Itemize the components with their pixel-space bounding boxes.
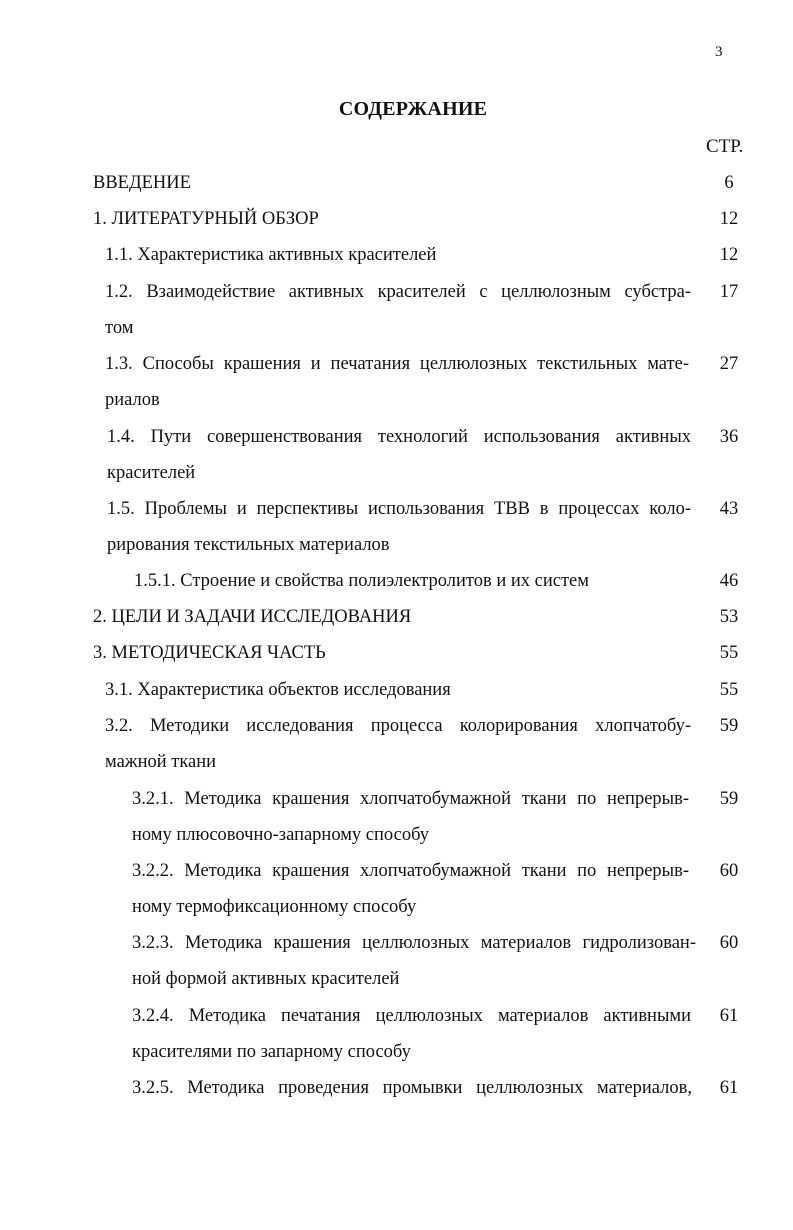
toc-entry-3-2-2[interactable] (132, 858, 793, 884)
toc-entry-text-cont: ному термофиксационному способу (132, 897, 417, 917)
toc-entry-1-5-1[interactable] (134, 568, 793, 594)
toc-entry-page: 60 (719, 861, 739, 881)
toc-entry-text: 2. ЦЕЛИ И ЗАДАЧИ ИССЛЕДОВАНИЯ (93, 607, 412, 627)
toc-entry-page: 43 (719, 499, 739, 519)
toc-entry-text: 1.2. Взаимодействие активных красителей с целлюлозным субстра- (105, 282, 691, 302)
toc-entry-text-cont: ному плюсовочно-запарному способу (132, 825, 430, 845)
toc-entry-page: 6 (724, 173, 734, 193)
page-number: 3 (715, 44, 723, 60)
toc-entry-3-2-5[interactable] (132, 1075, 793, 1101)
toc-entry-page: 27 (719, 354, 739, 374)
toc-entry-text: 3.2.5. Методика проведения промывки целлюлозных материалов, (132, 1078, 692, 1098)
toc-entry-text-cont: том (105, 318, 134, 338)
toc-entry-text-cont: мажной ткани (105, 752, 217, 772)
toc-entry-1-2[interactable] (105, 279, 793, 305)
toc-entry-page: 59 (719, 716, 739, 736)
toc-entry-text: 3.2.3. Методика крашения целлюлозных материалов гидролизован- (132, 933, 696, 953)
toc-entry-text: 1.5.1. Строение и свойства полиэлектролитов и их систем (134, 571, 589, 591)
toc-entry-text-cont: риалов (105, 390, 160, 410)
toc-entry-section-2[interactable] (93, 604, 793, 630)
toc-entry-text: 1.5. Проблемы и перспективы использования ТВВ в процессах коло- (107, 499, 691, 519)
toc-entry-section-3[interactable] (93, 640, 793, 666)
toc-entry-text: ВВЕДЕНИЕ (93, 173, 191, 193)
toc-entry-page: 61 (719, 1078, 739, 1098)
toc-entry-1-3[interactable] (105, 351, 793, 377)
toc-entry-text: 1. ЛИТЕРАТУРНЫЙ ОБЗОР (93, 209, 319, 229)
toc-entry-1-4[interactable] (107, 424, 793, 450)
toc-entry-3-2[interactable] (105, 713, 793, 739)
toc-entry-text: 3.2.4. Методика печатания целлюлозных материалов активными (132, 1006, 691, 1026)
toc-entry-intro[interactable] (93, 170, 793, 196)
toc-entry-page: 59 (719, 789, 739, 809)
toc-title: СОДЕРЖАНИЕ (338, 98, 488, 120)
toc-entry-text-cont: рирования текстильных материалов (107, 535, 390, 555)
toc-entry-section-1[interactable] (93, 206, 793, 232)
toc-entry-text: 1.1. Характеристика активных красителей (105, 245, 437, 265)
toc-entry-text: 3.1. Характеристика объектов исследования (105, 680, 451, 700)
toc-entry-text-cont: ной формой активных красителей (132, 969, 400, 989)
toc-entry-page: 53 (719, 607, 739, 627)
page-column-header: СТР. (706, 136, 744, 157)
toc-entry-page: 12 (719, 245, 739, 265)
toc-entry-text: 1.3. Способы крашения и печатания целлюлозных текстильных мате- (105, 354, 689, 374)
toc-entry-text: 3.2.2. Методика крашения хлопчатобумажной ткани по непрерыв- (132, 861, 689, 881)
toc-entry-3-2-3[interactable] (132, 930, 793, 956)
toc-entry-1-1[interactable] (105, 242, 793, 268)
toc-entry-1-5[interactable] (107, 496, 793, 522)
toc-entry-3-2-4[interactable] (132, 1003, 793, 1029)
toc-entry-page: 60 (719, 933, 739, 953)
toc-entry-3-1[interactable] (105, 677, 793, 703)
toc-entry-text: 1.4. Пути совершенствования технологий использования активных (107, 427, 691, 447)
toc-entry-text: 3.2.1. Методика крашения хлопчатобумажной ткани по непрерыв- (132, 789, 689, 809)
toc-entry-3-2-1[interactable] (132, 786, 793, 812)
toc-entry-page: 17 (719, 282, 739, 302)
toc-entry-page: 61 (719, 1006, 739, 1026)
toc-entry-text: 3.2. Методики исследования процесса колорирования хлопчатобу- (105, 716, 691, 736)
toc-entry-page: 55 (719, 680, 739, 700)
toc-entry-text-cont: красителей (107, 463, 196, 483)
toc-entry-page: 55 (719, 643, 739, 663)
toc-entry-text: 3. МЕТОДИЧЕСКАЯ ЧАСТЬ (93, 643, 326, 663)
toc-entry-text-cont: красителями по запарному способу (132, 1042, 411, 1062)
toc-entry-page: 36 (719, 427, 739, 447)
toc-entry-page: 12 (719, 209, 739, 229)
toc-entry-page: 46 (719, 571, 739, 591)
